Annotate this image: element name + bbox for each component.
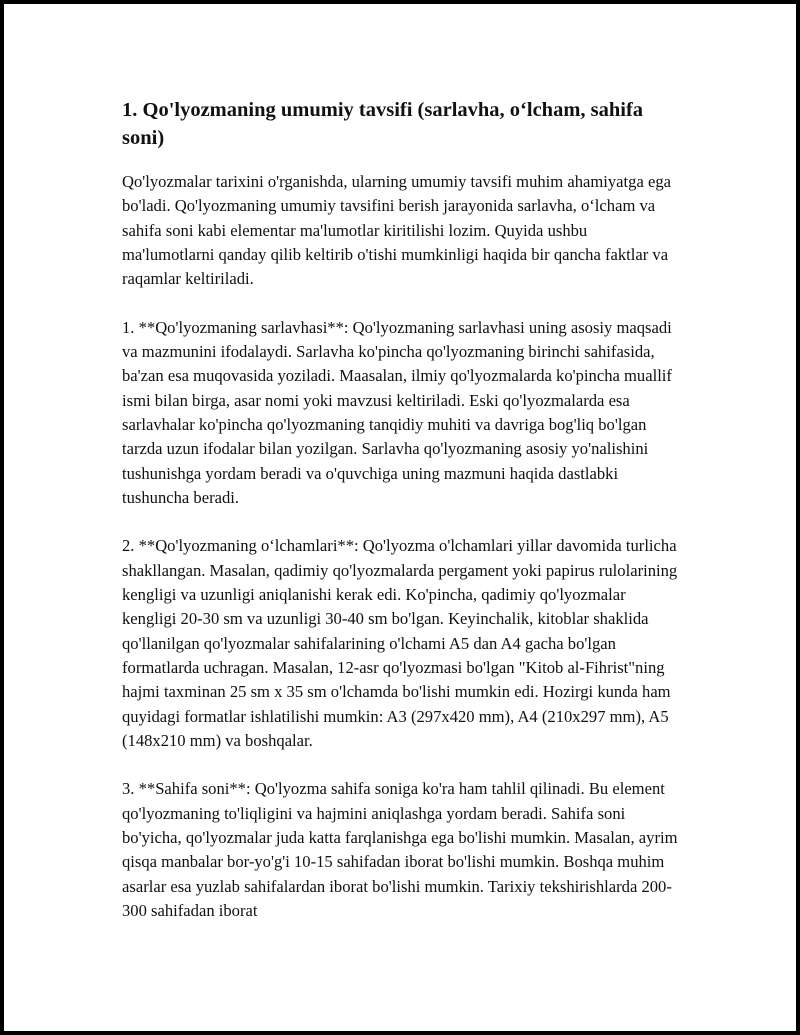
paragraph-spacer bbox=[122, 753, 682, 777]
dimensions-paragraph: 2. **Qo'lyozmaning o‘lchamlari**: Qo'lyozma o'lchamlari yillar davomida turlicha shakllangan. Masalan, qadimiy qo'lyozmalarda pergament yoki papirus rulolarining kengligi va uzunligi aniqlanishi kerak edi. Ko'pincha, qadimiy qo'lyozmalar kengligi 20-30 sm va uzunligi 30-40 sm bo'lgan. Keyinchalik, kitoblar shaklida qo'llanilgan qo'lyozmalar sahifalarining o'lchami A5 dan A4 gacha bo'lgan formatlarda uchragan. Masalan, 12-asr qo'lyozmasi bo'lgan "Kitob al-Fihrist"ning hajmi taxminan 25 sm x 35 sm o'lchamda bo'lishi mumkin edi. Hozirgi kunda ham quyidagi formatlar ishlatilishi mumkin: A3 (297x420 mm), A4 (210x297 mm), A5 (148x210 mm) va boshqalar. bbox=[122, 536, 678, 750]
paragraph-spacer bbox=[122, 291, 682, 315]
intro-paragraph: Qo'lyozmalar tarixini o'rganishda, ularning umumiy tavsifi muhim ahamiyatga ega bo'ladi. Qo'lyozmaning umumiy tavsifini berish jarayonida sarlavha, o‘lcham va sahifa soni kabi elementar ma'lumotlar kiritilishi lozim. Quyida ushbu ma'lumotlarni qanday qilib keltirib o'tishi mumkinligi haqida bir qancha faktlar va raqamlar keltiriladi. bbox=[122, 172, 671, 289]
paragraph-spacer bbox=[122, 510, 682, 534]
document-body bbox=[122, 96, 682, 923]
section-heading: 1. Qo'lyozmaning umumiy tavsifi (sarlavha, o‘lcham, sahifa soni) bbox=[122, 99, 644, 149]
page-count-paragraph: 3. **Sahifa soni**: Qo'lyozma sahifa soniga ko'ra ham tahlil qilinadi. Bu element qo'lyozmaning to'liqligini va hajmini aniqlashga yordam beradi. Sahifa soni bo'yicha, qo'lyozmalar juda katta farqlanishga ega bo'lishi mumkin. Masalan, ayrim qisqa manbalar bor-yo'g'i 10-15 sahifadan iborat bo'lishi mumkin. Boshqa muhim asarlar esa yuzlab sahifalardan iborat bo'lishi mumkin. Tarixiy tekshirishlarda 200-300 sahifadan iborat bbox=[122, 779, 678, 920]
title-paragraph: 1. **Qo'lyozmaning sarlavhasi**: Qo'lyozmaning sarlavhasi uning asosiy maqsadi va mazmunini ifodalaydi. Sarlavha ko'pincha qo'lyozmaning birinchi sahifasida, ba'zan esa muqovasida yoziladi. Maasalan, ilmiy qo'lyozmalarda ko'pincha muallif ismi bilan birga, asar nomi yoki mavzusi keltiriladi. Eski qo'lyozmalarda esa sarlavhalar ko'pincha qo'lyozmaning tanqidiy muhiti va davriga bog'liq bo'lgan tarzda uzun ifodalar bilan yozilgan. Sarlavha qo'lyozmaning asosiy yo'nalishini tushunishga yordam beradi va o'quvchiga uning mazmuni haqida dastlabki tushuncha beradi. bbox=[122, 317, 672, 507]
